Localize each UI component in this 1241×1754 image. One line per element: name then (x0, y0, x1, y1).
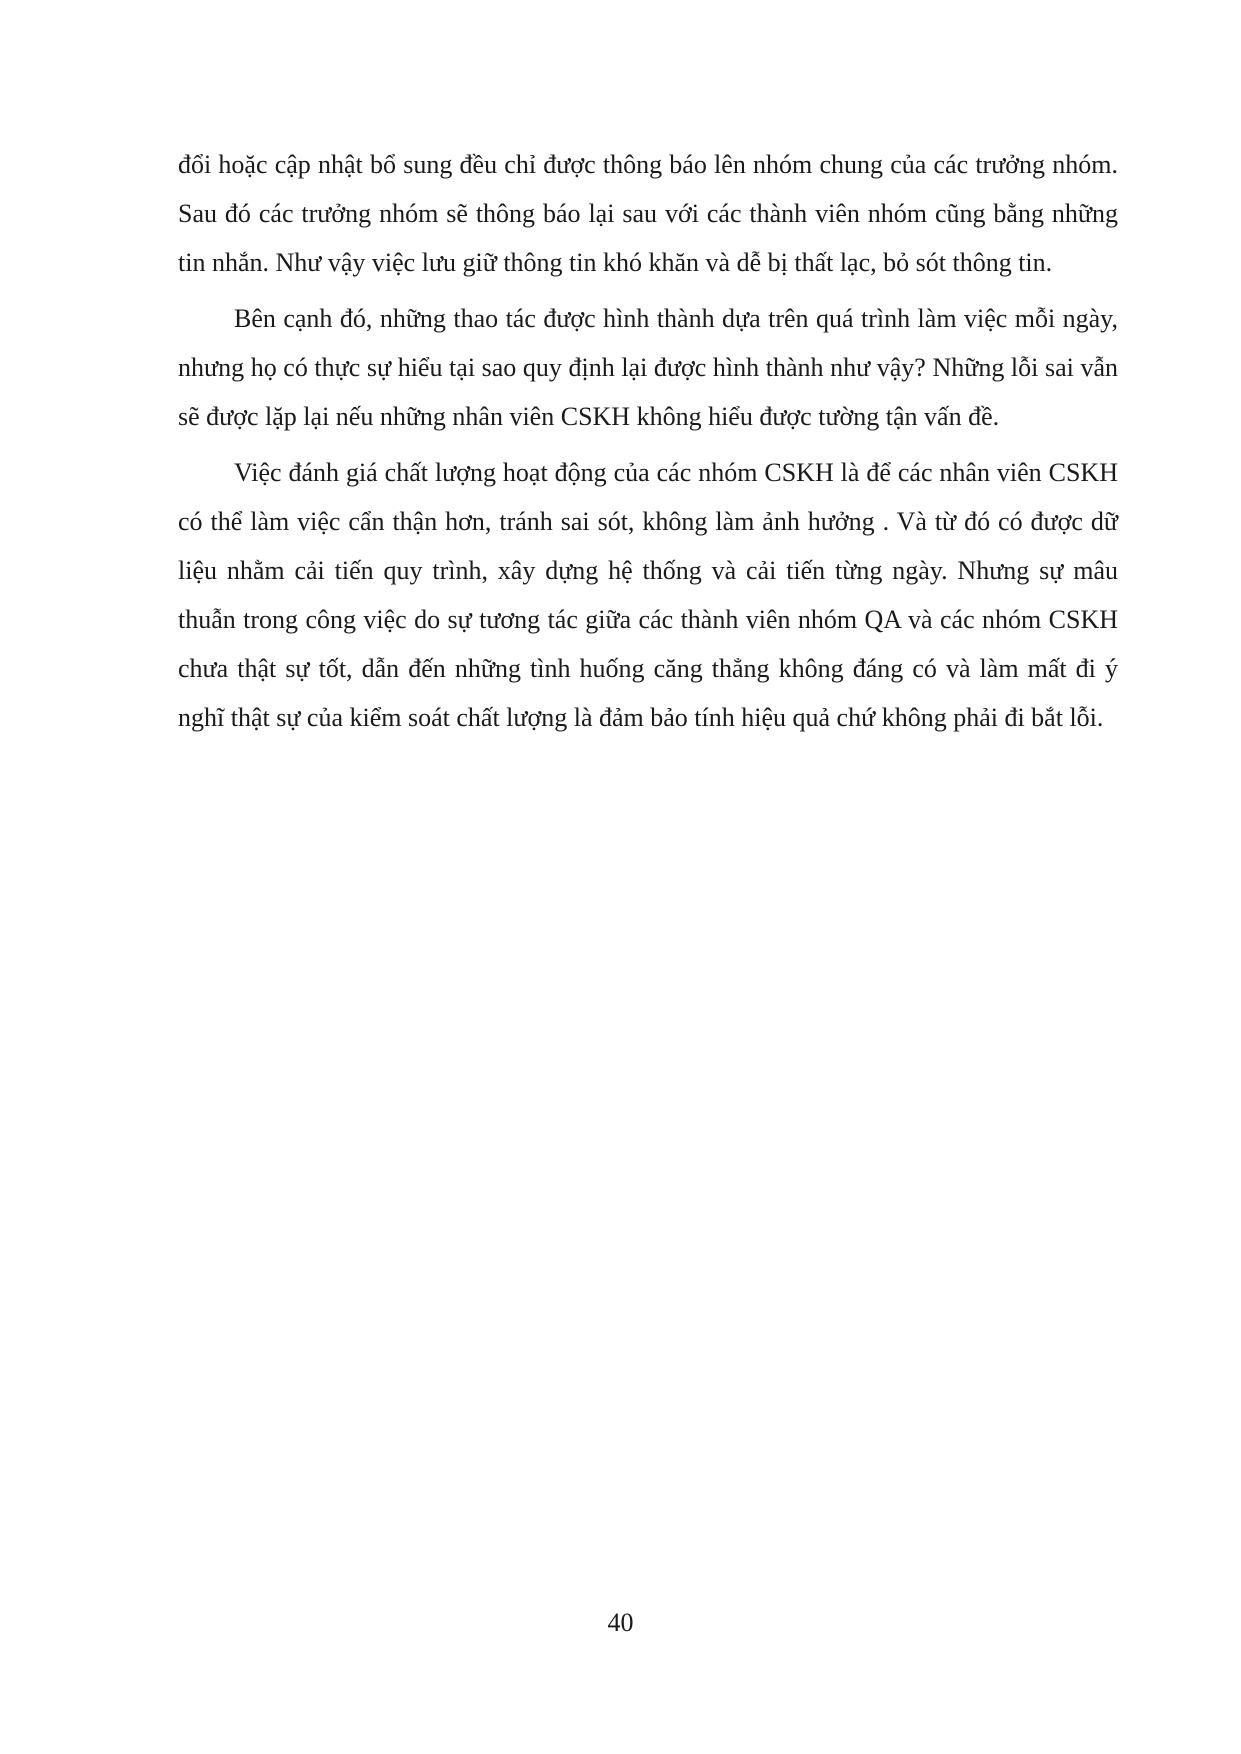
body-text (178, 140, 1118, 742)
paragraph: Bên cạnh đó, những thao tác được hình thành dựa trên quá trình làm việc mỗi ngày, nhưng họ có thực sự hiểu tại sao quy định lại được hình thành như vậy? Những lỗi sai vẫn sẽ được lặp lại nếu những nhân viên CSKH không hiểu được tường tận vấn đề. (178, 304, 1118, 431)
page-number: 40 (607, 1608, 634, 1637)
paragraph: Việc đánh giá chất lượng hoạt động của các nhóm CSKH là để các nhân viên CSKH có thể làm việc cẩn thận hơn, tránh sai sót, không làm ảnh hưởng . Và từ đó có được dữ liệu nhằm cải tiến quy trình, xây dựng hệ thống và cải tiến từng ngày. Nhưng sự mâu thuẫn trong công việc do sự tương tác giữa các thành viên nhóm QA và các nhóm CSKH chưa thật sự tốt, dẫn đến những tình huống căng thẳng không đáng có và làm mất đi ý nghĩ thật sự của kiểm soát chất lượng là đảm bảo tính hiệu quả chứ không phải đi bắt lỗi. (178, 458, 1118, 732)
paragraph-continuation: đổi hoặc cập nhật bổ sung đều chỉ được thông báo lên nhóm chung của các trưởng nhóm. Sau đó các trưởng nhóm sẽ thông báo lại sau với các thành viên nhóm cũng bằng những tin nhắn. Như vậy việc lưu giữ thông tin khó khăn và dễ bị thất lạc, bỏ sót thông tin. (178, 150, 1118, 277)
